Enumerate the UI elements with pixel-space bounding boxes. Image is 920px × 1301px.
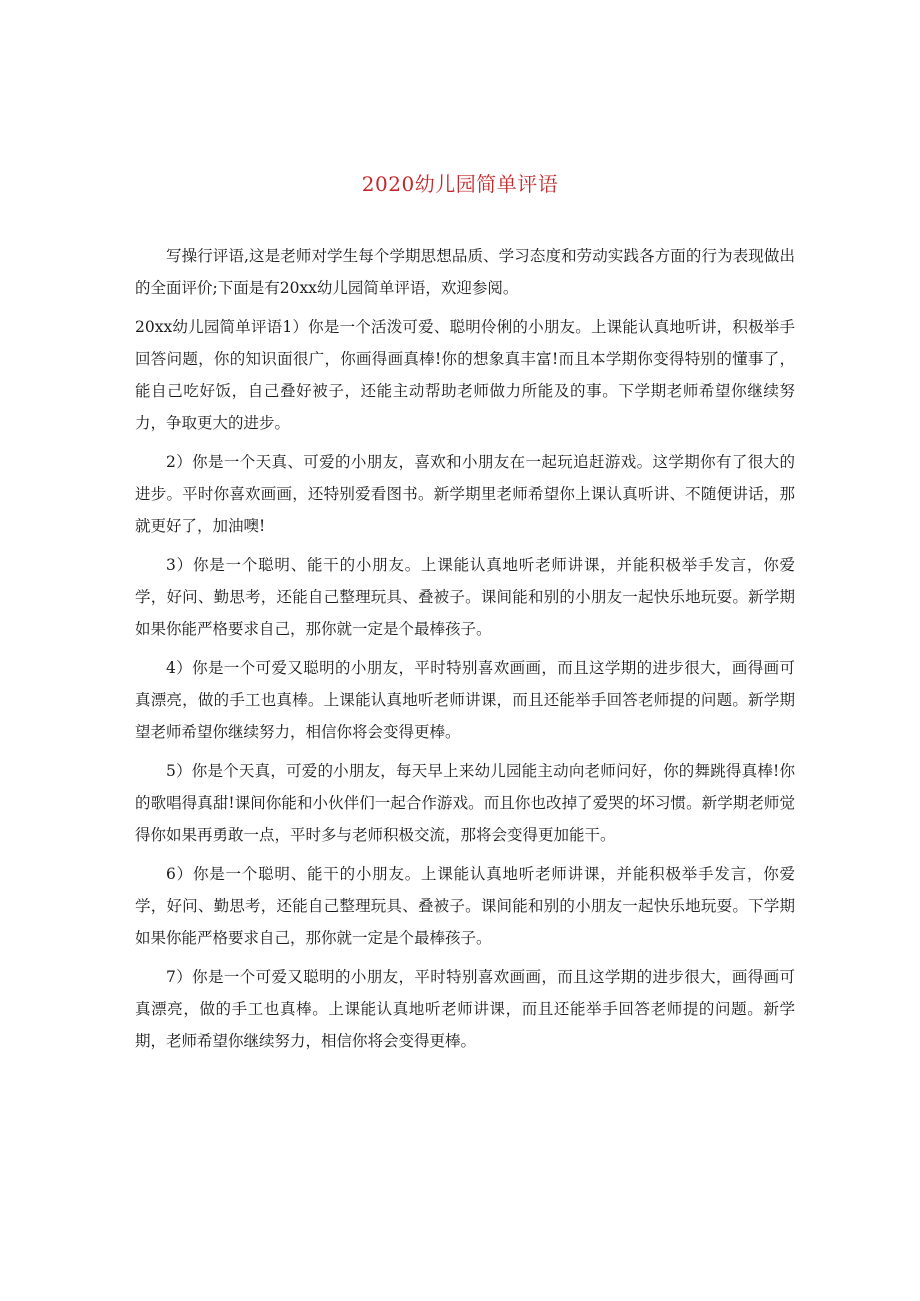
intro-paragraph: 写操行评语,这是老师对学生每个学期思想品质、学习态度和劳动实践各方面的行为表现做出的全面评价;下面是有20xx幼儿园简单评语，欢迎参阅。 [135, 247, 795, 297]
comment-paragraph-6: 6）你是一个聪明、能干的小朋友。上课能认真地听老师讲课，并能积极举手发言，你爱学，好问、勤思考，还能自己整理玩具、叠被子。课间能和别的小朋友一起快乐地玩耍。下学期如果你能严格要求自己，那你就一定是个最棒孩子。 [135, 865, 795, 947]
comment-paragraph-5: 5）你是个天真，可爱的小朋友，每天早上来幼儿园能主动向老师问好，你的舞跳得真棒!你的歌唱得真甜!课间你能和小伙伴们一起合作游戏。而且你也改掉了爱哭的坏习惯。新学期老师觉得你如果再勇敢一点，平时多与老师积极交流，那将会变得更加能干。 [135, 762, 795, 844]
comment-paragraph-3: 3）你是一个聪明、能干的小朋友。上课能认真地听老师讲课，并能积极举手发言，你爱学，好问、勤思考，还能自己整理玩具、叠被子。课间能和别的小朋友一起快乐地玩耍。新学期如果你能严格要求自己，那你就一定是个最棒孩子。 [135, 556, 795, 638]
comment-paragraph-7: 7）你是一个可爱又聪明的小朋友，平时特别喜欢画画，而且这学期的进步很大，画得画可真漂亮，做的手工也真棒。上课能认真地听老师讲课，而且还能举手回答老师提的问题。新学期，老师希望你继续努力，相信你将会变得更棒。 [135, 968, 795, 1050]
comment-paragraph-1: 20xx幼儿园简单评语1）你是一个活泼可爱、聪明伶俐的小朋友。上课能认真地听讲，积极举手回答问题，你的知识面很广，你画得画真棒!你的想象真丰富!而且本学期你变得特别的懂事了，能自己吃好饭，自己叠好被子，还能主动帮助老师做力所能及的事。下学期老师希望你继续努力，争取更大的进步。 [135, 318, 795, 432]
comment-paragraph-2: 2）你是一个天真、可爱的小朋友，喜欢和小朋友在一起玩追赶游戏。这学期你有了很大的进步。平时你喜欢画画，还特别爱看图书。新学期里老师希望你上课认真听讲、不随便讲话，那就更好了，加油噢! [135, 453, 795, 535]
document-title: 2020幼儿园简单评语 [361, 172, 559, 196]
document-body [135, 240, 795, 1064]
comment-paragraph-4: 4）你是一个可爱又聪明的小朋友，平时特别喜欢画画，而且这学期的进步很大，画得画可真漂亮，做的手工也真棒。上课能认真地听老师讲课，而且还能举手回答老师提的问题。新学期望老师希望你继续努力，相信你将会变得更棒。 [135, 659, 795, 741]
